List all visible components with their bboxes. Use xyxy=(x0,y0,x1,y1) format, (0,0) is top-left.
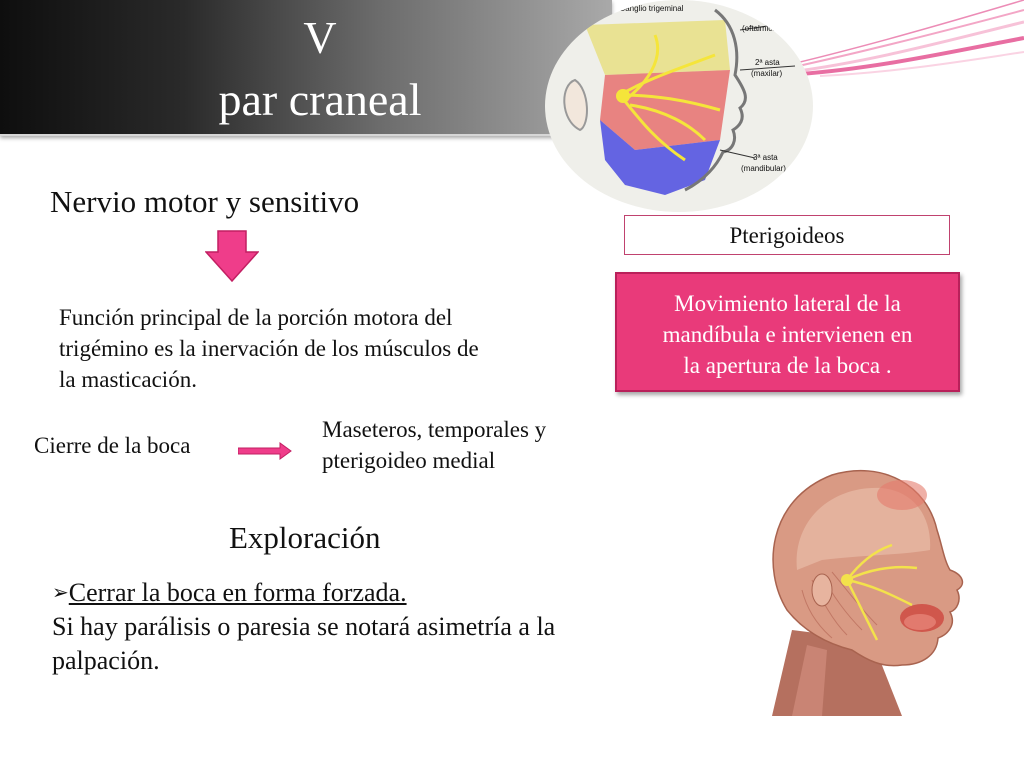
exploration-line-3: palpación. xyxy=(52,646,160,675)
main-function-text xyxy=(59,302,599,395)
pterygoid-description-box xyxy=(615,272,960,392)
exploration-heading: Exploración xyxy=(229,520,381,555)
exploration-lead: Cerrar la boca en forma forzada. xyxy=(68,578,407,607)
pterygoid-description-line-1: Movimiento lateral de la xyxy=(674,291,901,316)
down-arrow-icon xyxy=(205,230,259,282)
label-mandibular-number: 3ª asta xyxy=(753,153,778,162)
exploration-text xyxy=(52,576,652,678)
head-anatomy-image xyxy=(752,460,970,716)
pterygoid-label-box: Pterigoideos xyxy=(624,215,950,255)
pterygoid-description-line-2: mandíbula e intervienen en xyxy=(662,322,913,347)
label-mandibular: (mandibular) xyxy=(741,164,786,173)
right-arrow-icon xyxy=(238,442,292,460)
exploration-line-2: Si hay parálisis o paresia se notará asimetría a la xyxy=(52,612,556,641)
pterygoid-description-line-3: la apertura de la boca . xyxy=(683,353,892,378)
label-ganglion: Ganglio trigeminal xyxy=(619,4,684,13)
nerve-type-heading: Nervio motor y sensitivo xyxy=(50,184,360,219)
trigeminal-distribution-image xyxy=(545,0,813,212)
main-function-line-3: la masticación. xyxy=(59,367,197,392)
main-function-line-2: trigémino es la inervación de los músculos de xyxy=(59,336,479,361)
label-maxillary-number: 2ª asta xyxy=(755,58,780,67)
closing-muscles-line-1: Maseteros, temporales y xyxy=(322,417,547,442)
title-roman: V xyxy=(303,12,337,63)
label-maxillary: (maxilar) xyxy=(751,69,783,78)
closing-muscles-text xyxy=(322,414,546,476)
title-text: par craneal xyxy=(218,74,422,125)
main-function-line-1: Función principal de la porción motora del xyxy=(59,305,453,330)
closing-muscles-line-2: pterigoideo medial xyxy=(322,448,496,473)
arrow-bullet-icon: ➢ xyxy=(52,582,69,604)
closing-label: Cierre de la boca xyxy=(34,433,191,458)
label-ophthalmic: (oftalmica) xyxy=(742,24,780,33)
